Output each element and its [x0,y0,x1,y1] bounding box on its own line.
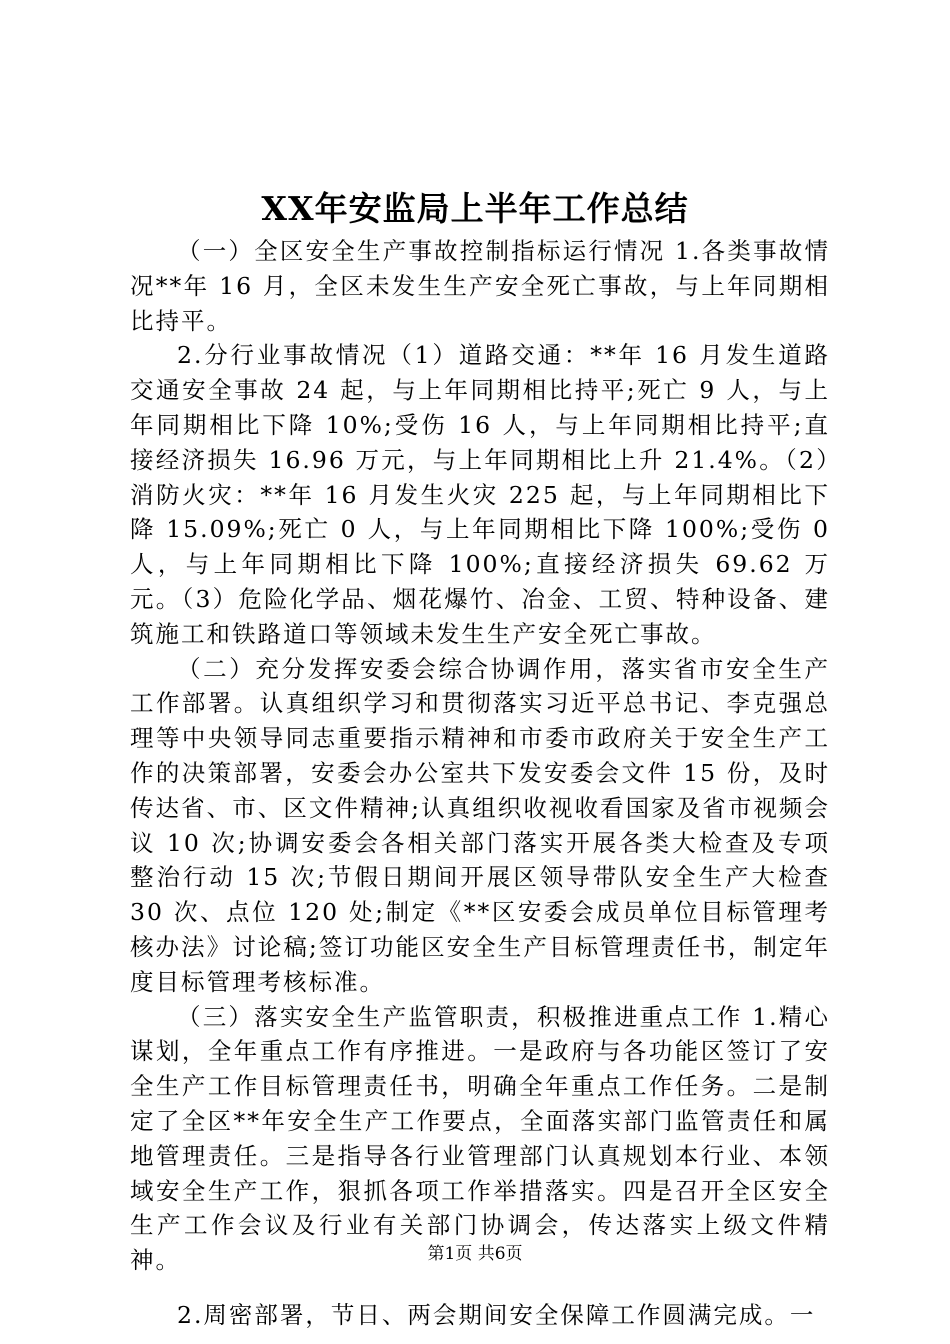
paragraph-industry-accidents: 2.分行业事故情况（1）道路交通：**年 16 月发生道路交通安全事故 24 起，与上年同期相比持平;死亡 9 人，与上年同期相比下降 10%;受伤 16 人，与上年同期相比持平;直接经济损失 16.96 万元，与上年同期相比上升 21.4%。（2）消防火灾：**年 16 月发生火灾 225 起，与上年同期相比下降 15.09%;死亡 0 人，与上年同期相比下降 100%;受伤 0 人，与上年同期相比下降 100%;直接经济损失 69.62 万元。（3）危险化学品、烟花爆竹、冶金、工贸、特种设备、建筑施工和铁路道口等领域未发生生产安全死亡事故。 [130,341,830,648]
page-number-footer: 第1页 共6页 [427,1244,523,1264]
paragraph-safety-committee: （二）充分发挥安委会综合协调作用，落实省市安全生产工作部署。认真组织学习和贯彻落实习近平总书记、李克强总理等中央领导同志重要指示精神和市委市政府关于安全生产工作的决策部署，安委会办公室共下发安委会文件 15 份，及时传达省、市、区文件精神;认真组织收视收看国家及省市视频会议 10 次;协调安委会各相关部门落实开展各类大检查及专项整治行动 15 次;节假日期间开展区领导带队安全生产大检查 30 次、点位 120 处;制定《**区安委会成员单位目标管理考核办法》讨论稿;签订功能区安全生产目标管理责任书，制定年度目标管理考核标准。 [130,654,830,996]
document-title: XX年安监局上半年工作总结 [261,189,689,228]
paragraph-accident-control: （一）全区安全生产事故控制指标运行情况 1.各类事故情况**年 16 月，全区未发生生产安全死亡事故，与上年同期相比持平。 [130,237,830,335]
document-body [130,234,830,1333]
paragraph-supervision-duties: （三）落实安全生产监管职责，积极推进重点工作 1.精心谋划，全年重点工作有序推进。一是政府与各功能区签订了安全生产工作目标管理责任书，明确全年重点工作任务。二是制定了全区**年安全生产工作要点，全面落实部门监管责任和属地管理责任。三是指导各行业管理部门认真规划本行业、本领域安全生产工作，狠抓各项工作举措落实。四是召开全区安全生产工作会议及行业有关部门协调会，传达落实上级文件精神。 [130,1002,830,1275]
paragraph-holiday-deployment: 2.周密部署，节日、两会期间安全保障工作圆满完成。一 [177,1300,816,1329]
